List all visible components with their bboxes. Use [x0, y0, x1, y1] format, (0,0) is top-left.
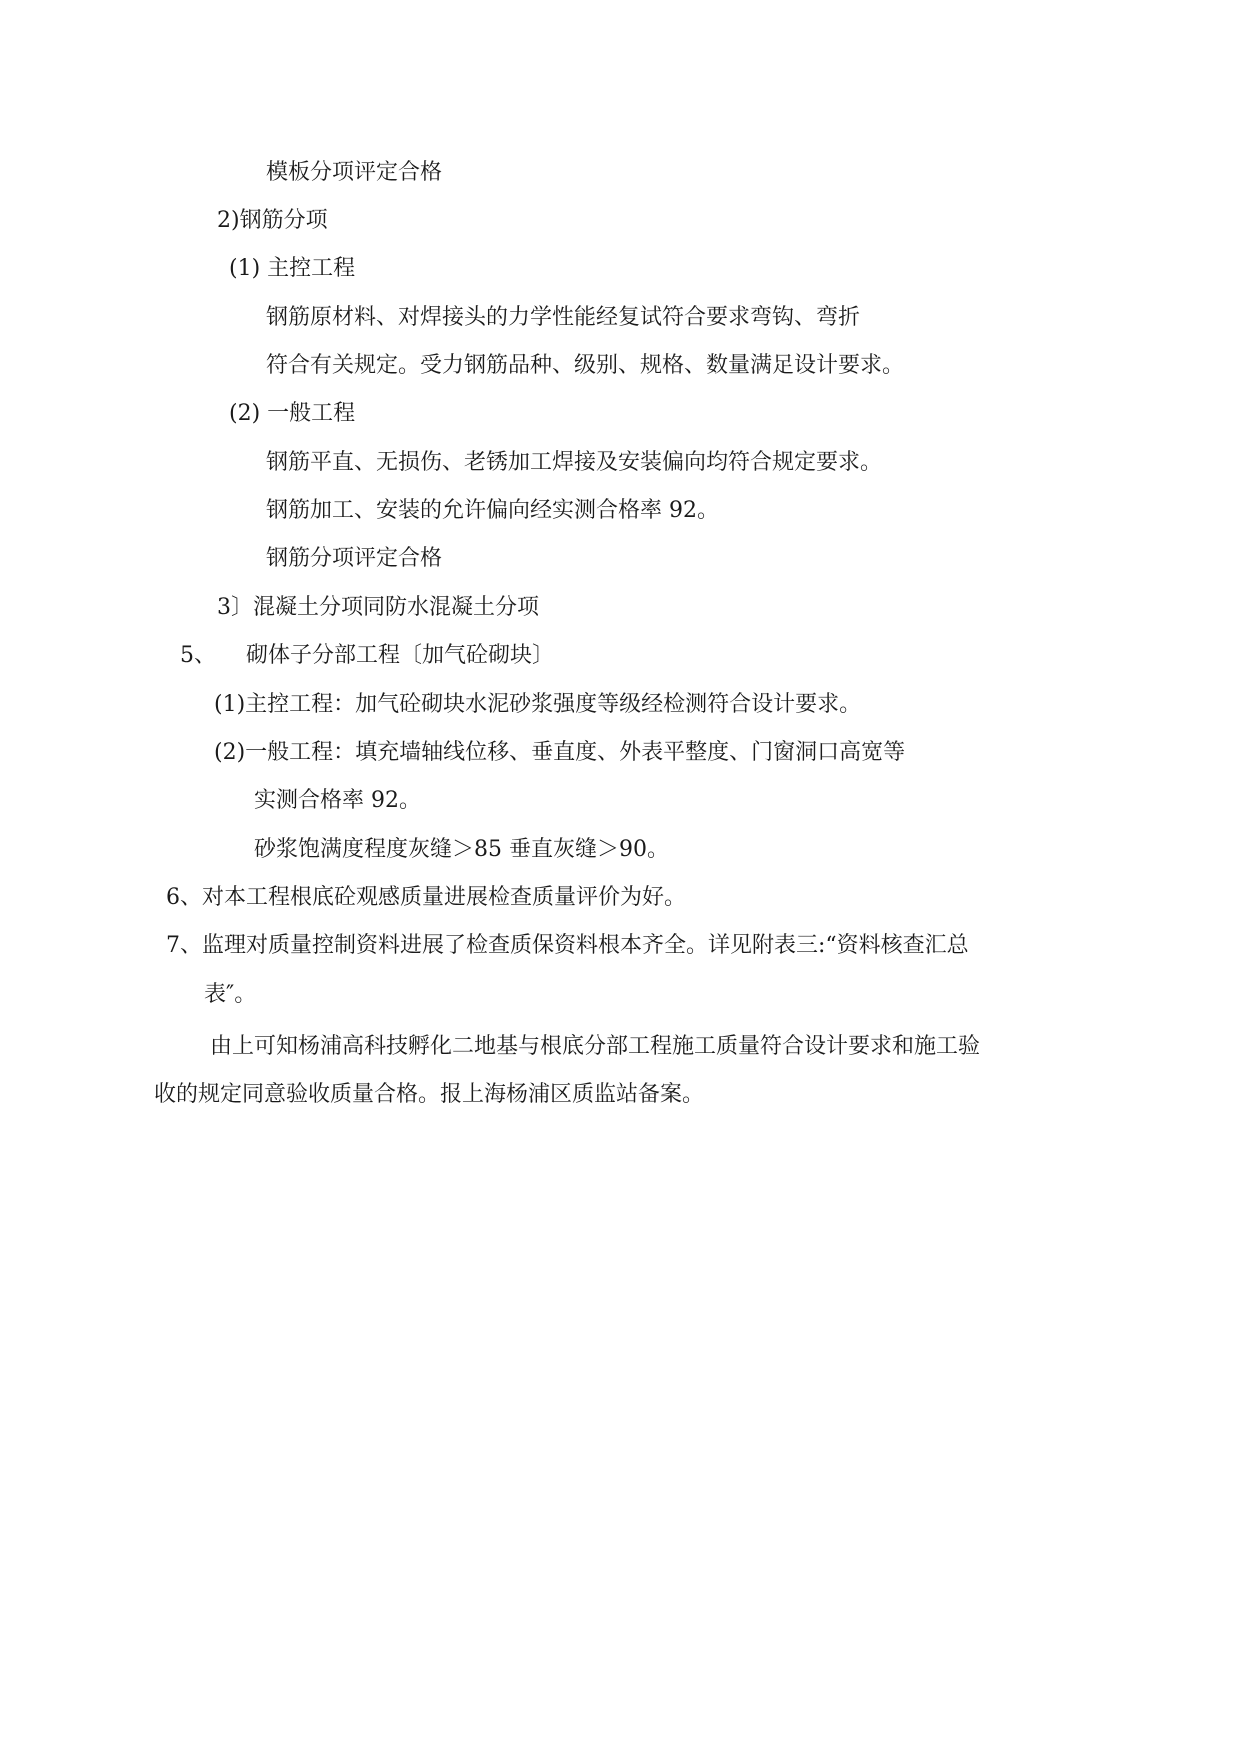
conclusion-line: 由上可知杨浦高科技孵化二地基与根底分部工程施工质量符合设计要求和施工验: [210, 1034, 981, 1059]
section-heading: 3〕混凝土分项同防水混凝土分项: [217, 595, 539, 620]
text-line: 实测合格率 92。: [254, 788, 421, 813]
text-line: 模板分项评定合格: [266, 160, 443, 185]
text-line: 砂浆饱满度程度灰缝＞85 垂直灰缝＞90。: [254, 837, 669, 862]
text-line: 6、对本工程根底砼观感质量进展检查质量评价为好。: [166, 885, 686, 910]
text-line: 钢筋原材料、对焊接头的力学性能经复试符合要求弯钩、弯折: [266, 305, 861, 330]
text-line: 钢筋加工、安装的允许偏向经实测合格率 92。: [266, 498, 719, 523]
text-line: 表″。: [204, 982, 257, 1007]
text-line: 钢筋平直、无损伤、老锈加工焊接及安装偏向均符合规定要求。: [266, 450, 883, 475]
subsection-heading: (1) 主控工程: [229, 256, 356, 281]
item-number: 5、: [180, 643, 216, 668]
subsection-heading: (2) 一般工程: [229, 401, 356, 426]
section-heading: 砌体子分部工程〔加气砼砌块〕: [246, 643, 555, 668]
text-line: (1)主控工程：加气砼砌块水泥砂浆强度等级经检测符合设计要求。: [214, 692, 862, 717]
text-line: 钢筋分项评定合格: [266, 546, 443, 571]
text-line: 符合有关规定。受力钢筋品种、级别、规格、数量满足设计要求。: [266, 353, 905, 378]
text-line: (2)一般工程：填充墙轴线位移、垂直度、外表平整度、门窗洞口高宽等: [214, 740, 906, 765]
text-line: 7、监理对质量控制资料进展了检查质保资料根本齐全。详见附表三:“资料核查汇总: [166, 933, 969, 958]
section-heading: 2)钢筋分项: [217, 208, 328, 233]
conclusion-line: 收的规定同意验收质量合格。报上海杨浦区质监站备案。: [154, 1082, 705, 1107]
